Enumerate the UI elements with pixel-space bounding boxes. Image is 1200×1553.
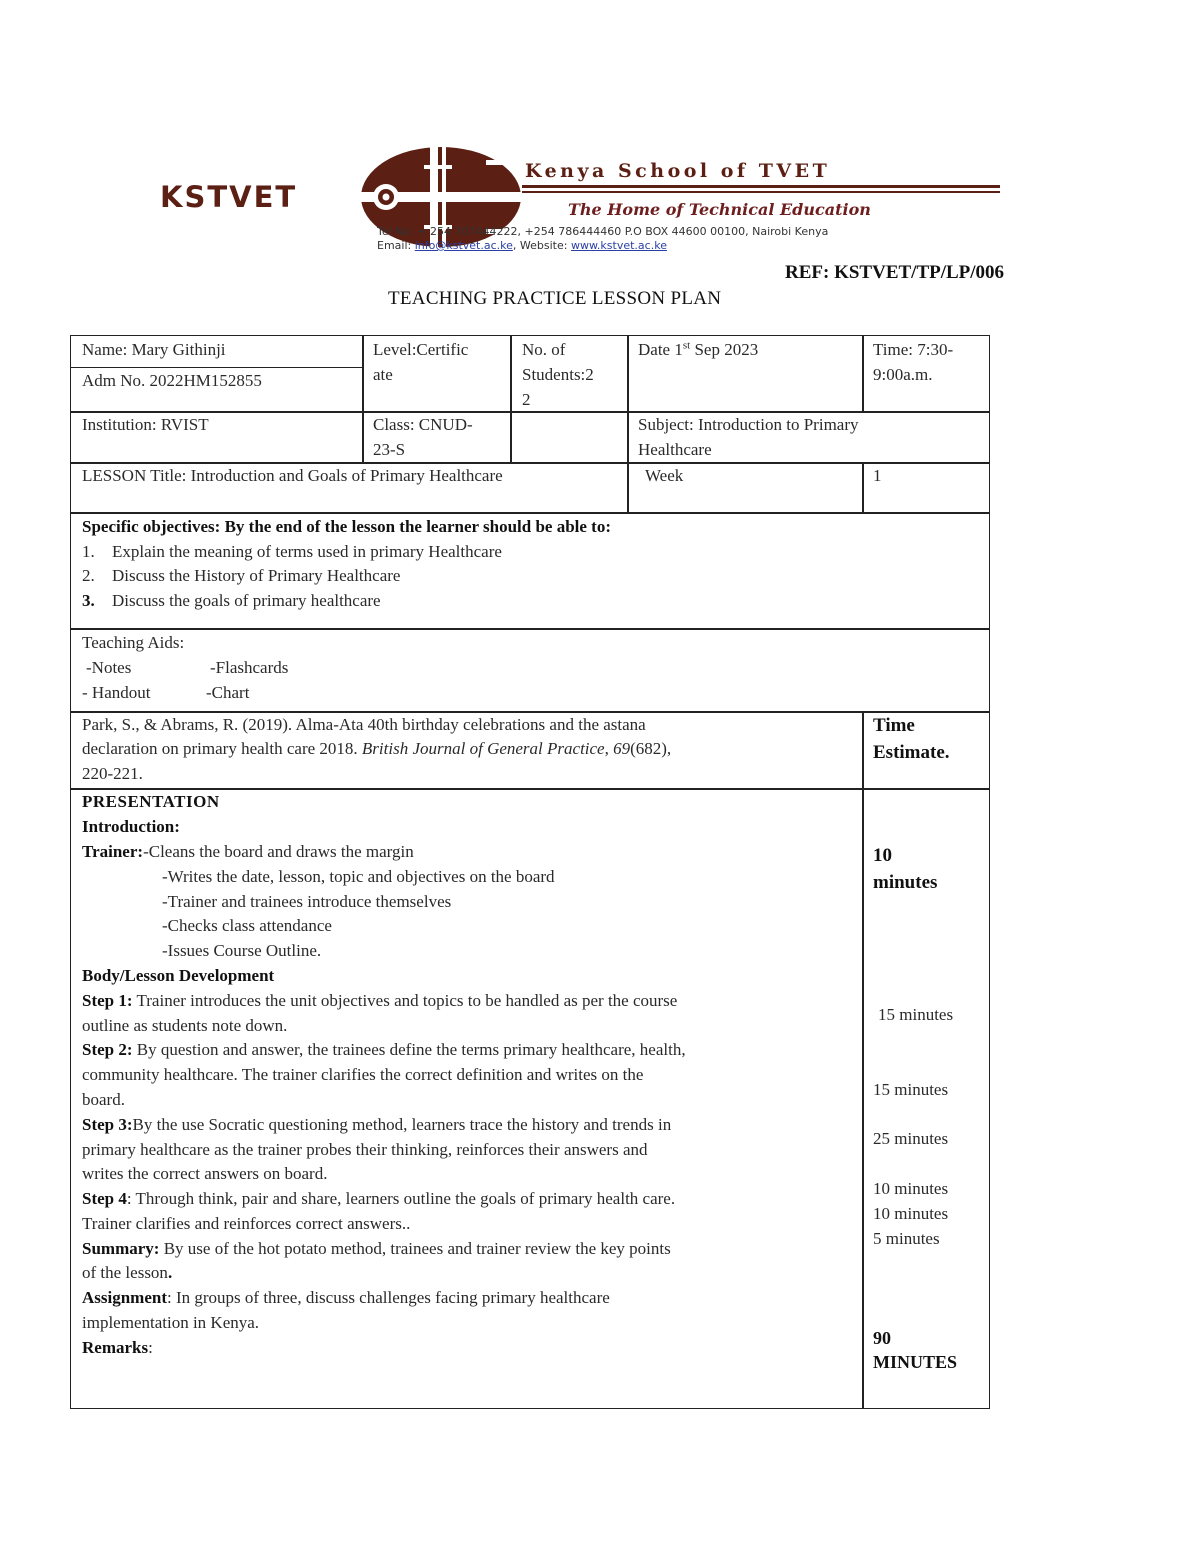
list-text: Explain the meaning of terms used in primary Healthcare bbox=[112, 542, 502, 561]
summary-text: By use of the hot potato method, trainees and trainer review the key points bbox=[159, 1239, 671, 1258]
list-item bbox=[82, 589, 381, 614]
step-label: Step 4 bbox=[82, 1189, 127, 1208]
list-number: 3. bbox=[82, 591, 95, 610]
total-time: MINUTES bbox=[873, 1352, 958, 1372]
students-line: 2 bbox=[522, 390, 531, 409]
reference-number: REF: KSTVET/TP/LP/006 bbox=[785, 262, 1005, 283]
level-line: Level:Certific bbox=[373, 340, 469, 359]
trainer-item: -Writes the date, lesson, topic and objectives on the board bbox=[162, 867, 555, 886]
reference-line: Park, S., & Abrams, R. (2019). Alma-Ata 40th birthday celebrations and the astana bbox=[82, 715, 646, 734]
level-line: ate bbox=[373, 365, 393, 384]
step-line: community healthcare. The trainer clarifies the correct definition and writes on the bbox=[82, 1065, 644, 1084]
aid-item: -Flashcards bbox=[210, 658, 289, 677]
table-divider bbox=[70, 512, 990, 514]
aid-item: -Chart bbox=[206, 683, 250, 702]
step-line: outline as students note down. bbox=[82, 1016, 288, 1035]
aids-heading: Teaching Aids: bbox=[82, 633, 185, 652]
step-label: Step 2: bbox=[82, 1040, 133, 1059]
summary-text: of the lesson bbox=[82, 1263, 168, 1282]
step-text: By the use Socratic questioning method, learners trace the history and trends in bbox=[132, 1115, 672, 1134]
table-divider bbox=[862, 462, 864, 513]
step4-time: 10 minutes bbox=[873, 1179, 949, 1198]
school-logo bbox=[150, 140, 1010, 255]
summary-line bbox=[82, 1261, 172, 1286]
step-label: Step 3: bbox=[82, 1115, 133, 1134]
journal-volume: 69 bbox=[613, 739, 631, 758]
class-line: Class: CNUD- bbox=[373, 415, 473, 434]
brand-bar bbox=[522, 191, 1000, 193]
table-divider bbox=[627, 335, 629, 513]
website-link[interactable]: www.kstvet.ac.ke bbox=[570, 239, 667, 252]
list-text: Discuss the History of Primary Healthcare bbox=[112, 566, 401, 585]
page-title: TEACHING PRACTICE LESSON PLAN bbox=[388, 288, 722, 309]
aid-item: - Handout bbox=[82, 683, 151, 702]
remarks-colon: : bbox=[148, 1338, 153, 1357]
date-prefix: Date 1 bbox=[638, 340, 683, 359]
subject-line: Subject: Introduction to Primary bbox=[638, 415, 859, 434]
table-divider bbox=[862, 711, 864, 1409]
step3-time: 25 minutes bbox=[873, 1129, 949, 1148]
students-line: No. of bbox=[522, 340, 566, 359]
trainer-item: -Trainer and trainees introduce themselves bbox=[162, 892, 452, 911]
step-text: : Through think, pair and share, learners outline the goals of primary health care. bbox=[126, 1189, 676, 1208]
presentation-heading: PRESENTATION bbox=[82, 792, 220, 811]
trainee-name: Name: Mary Githinji bbox=[82, 340, 226, 359]
brand-bar bbox=[522, 185, 1000, 188]
total-time: 90 bbox=[873, 1328, 891, 1348]
summary-period: . bbox=[167, 1263, 173, 1282]
list-item bbox=[82, 540, 502, 565]
reference-line bbox=[82, 737, 671, 762]
students-line: Students:2 bbox=[522, 365, 594, 384]
step-text: Trainer introduces the unit objectives and topics to be handled as per the course bbox=[132, 991, 678, 1010]
trainer-item: -Cleans the board and draws the margin bbox=[143, 842, 414, 861]
trainer-line bbox=[82, 840, 414, 865]
lesson-title: LESSON Title: Introduction and Goals of Primary Healthcare bbox=[82, 466, 503, 485]
assignment-label: Assignment bbox=[82, 1288, 168, 1307]
assignment-line bbox=[82, 1286, 610, 1311]
summary-time: 10 minutes bbox=[873, 1204, 949, 1223]
date-ordinal: st bbox=[682, 339, 691, 352]
subject-line: Healthcare bbox=[638, 440, 712, 459]
time-line: 9:00a.m. bbox=[873, 365, 933, 384]
date-suffix: Sep 2023 bbox=[690, 340, 759, 359]
trainer-label: Trainer: bbox=[82, 842, 144, 861]
list-number: 1. bbox=[82, 542, 95, 561]
journal-name: British Journal of General Practice bbox=[361, 739, 605, 758]
assignment-time: 5 minutes bbox=[873, 1229, 940, 1248]
logo-wordmark: KSTVET bbox=[160, 180, 298, 214]
time-estimate-heading: Time bbox=[873, 715, 915, 736]
objectives-heading: Specific objectives: By the end of the lesson the learner should be able to: bbox=[82, 517, 612, 536]
contact-phone: Tel No: + 254 707444222, +254 786444460 P.O BOX 44600 00100, Nairobi Kenya bbox=[377, 225, 829, 238]
school-name: Kenya School of TVET bbox=[525, 160, 831, 182]
time-line: Time: 7:30- bbox=[873, 340, 954, 359]
table-divider bbox=[362, 335, 364, 462]
body-heading: Body/Lesson Development bbox=[82, 966, 275, 985]
tagline: The Home of Technical Education bbox=[568, 200, 871, 219]
week-label: Week bbox=[645, 466, 684, 485]
list-number: 2. bbox=[82, 566, 95, 585]
step-line bbox=[82, 989, 677, 1014]
list-text: Discuss the goals of primary healthcare bbox=[112, 591, 381, 610]
table-divider bbox=[862, 335, 864, 412]
remarks-line bbox=[82, 1336, 153, 1361]
step-line bbox=[82, 1113, 671, 1138]
time-estimate-heading: Estimate. bbox=[873, 742, 950, 763]
step-line: primary healthcare as the trainer probes their thinking, reinforces their answers and bbox=[82, 1140, 648, 1159]
step-line: Trainer clarifies and reinforces correct answers.. bbox=[82, 1214, 411, 1233]
week-value: 1 bbox=[873, 466, 882, 485]
trainer-item: -Checks class attendance bbox=[162, 916, 332, 935]
introduction-heading: Introduction: bbox=[82, 817, 180, 836]
step-line bbox=[82, 1187, 675, 1212]
journal-issue: (682), bbox=[630, 739, 672, 758]
list-item bbox=[82, 564, 400, 589]
summary-label: Summary: bbox=[82, 1239, 160, 1258]
class-line: 23-S bbox=[373, 440, 406, 459]
trainer-item: -Issues Course Outline. bbox=[162, 941, 322, 960]
step-line: board. bbox=[82, 1090, 125, 1109]
reference-text: declaration on primary health care 2018. bbox=[82, 739, 362, 758]
table-divider bbox=[510, 335, 512, 462]
reference-line: 220-221. bbox=[82, 764, 143, 783]
aid-item: -Notes bbox=[86, 658, 132, 677]
institution: Institution: RVIST bbox=[82, 415, 209, 434]
step-text: By question and answer, the trainees define the terms primary healthcare, health, bbox=[132, 1040, 686, 1059]
admission-number: Adm No. 2022HM152855 bbox=[82, 371, 262, 390]
intro-time: minutes bbox=[873, 872, 938, 893]
table-divider bbox=[70, 628, 990, 630]
reference-separator: , bbox=[604, 739, 614, 758]
assignment-line: implementation in Kenya. bbox=[82, 1313, 260, 1332]
website-label: , Website: bbox=[512, 239, 571, 252]
step-line: writes the correct answers on board. bbox=[82, 1164, 328, 1183]
summary-line bbox=[82, 1237, 671, 1262]
lesson-date bbox=[638, 338, 758, 363]
contact-email bbox=[377, 239, 667, 252]
email-link[interactable]: info@kstvet.ac.ke bbox=[414, 239, 513, 252]
step-label: Step 1: bbox=[82, 991, 133, 1010]
email-label: Email: bbox=[377, 239, 415, 252]
assignment-text: : In groups of three, discuss challenges facing primary healthcare bbox=[167, 1288, 610, 1307]
intro-time: 10 bbox=[873, 845, 892, 866]
table-divider bbox=[70, 367, 362, 368]
step-line bbox=[82, 1038, 686, 1063]
remarks-label: Remarks bbox=[82, 1338, 149, 1357]
step1-time: 15 minutes bbox=[878, 1005, 954, 1024]
step2-time: 15 minutes bbox=[873, 1080, 949, 1099]
